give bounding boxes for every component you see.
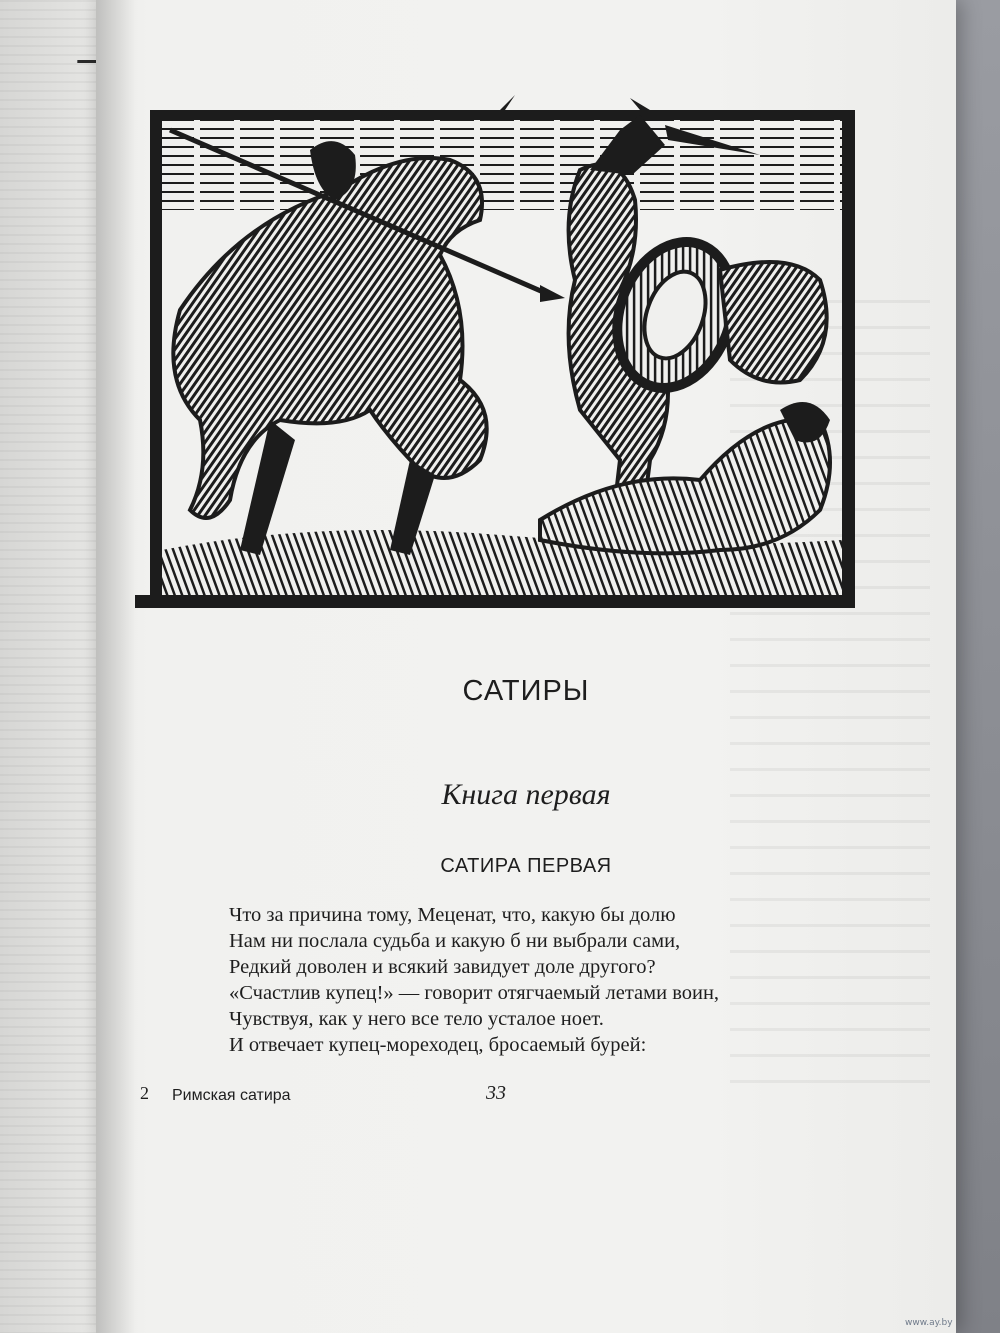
poem-title: САТИРА ПЕРВАЯ	[440, 855, 612, 877]
verse-line: Редкий доволен и всякий завидует доле другого?	[229, 956, 656, 978]
woodcut-illustration	[120, 80, 870, 620]
verse-line: Что за причина тому, Меценат, что, какую бы долю	[229, 904, 676, 926]
verse-line: Нам ни послала судьба и какую б ни выбрали сами,	[229, 930, 681, 952]
poem-verse	[229, 902, 869, 1058]
verse-line: Чувствуя, как у него все тело усталое ноет.	[229, 1008, 604, 1030]
page-number: 33	[486, 1082, 506, 1104]
verse-line: «Счастлив купец!» — говорит отягчаемый летами воин,	[229, 982, 720, 1004]
book-title: Книга первая	[441, 778, 611, 811]
verse-line: И отвечает купец-мореходец, бросаемый бурей:	[229, 1034, 647, 1056]
sky-hatching	[162, 120, 842, 210]
signature-title: Римская сатира	[172, 1087, 291, 1104]
section-heading: САТИРЫ	[462, 675, 590, 707]
fallen-figure	[540, 402, 830, 553]
signature-number: 2	[140, 1083, 149, 1103]
watermark: www.ay.by	[905, 1318, 953, 1328]
